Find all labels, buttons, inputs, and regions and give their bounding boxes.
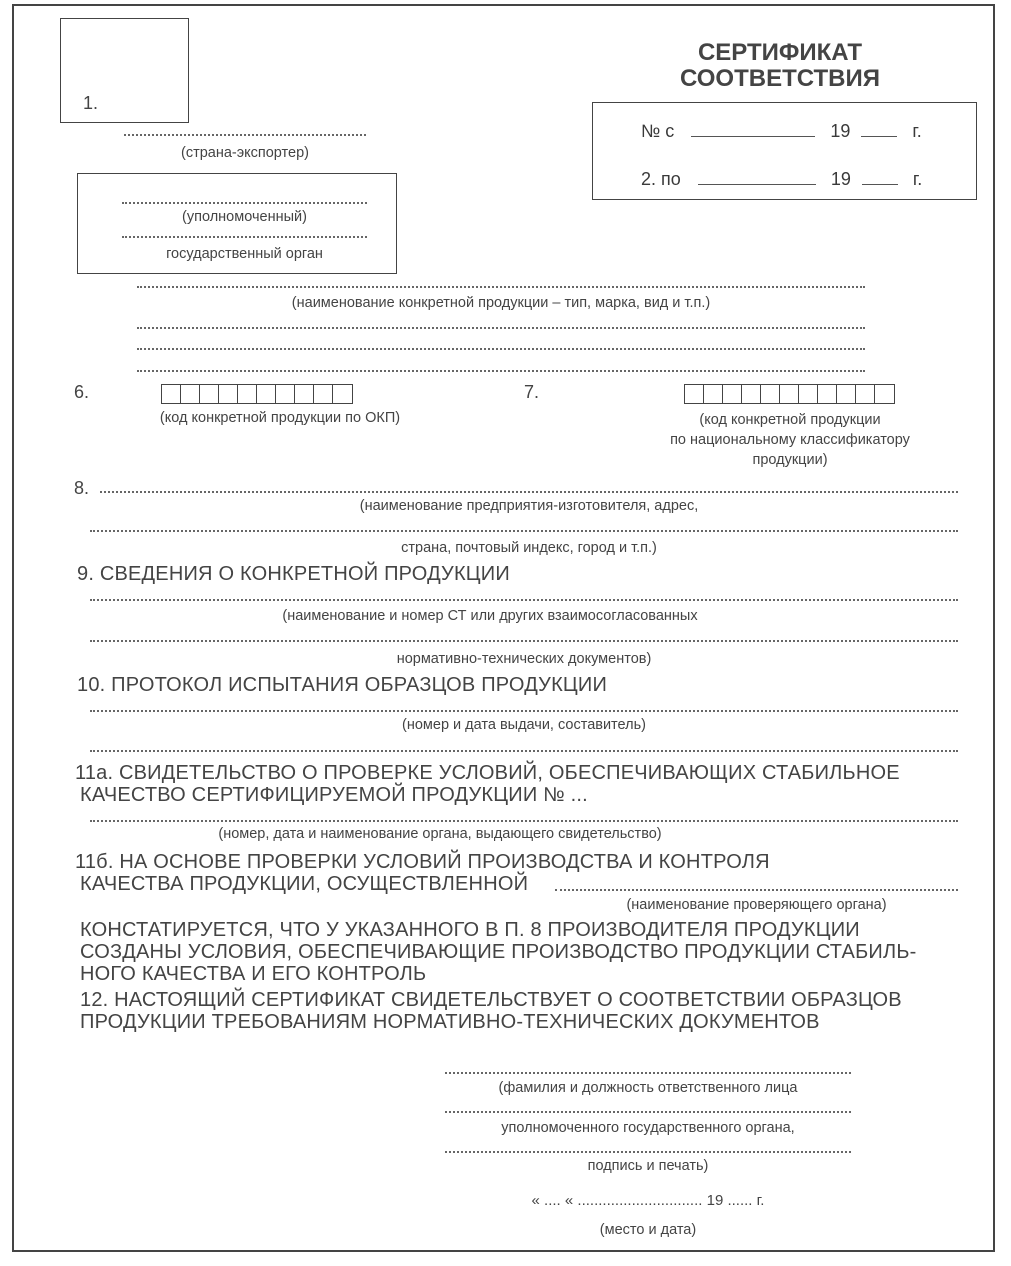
signature-caption-1: (фамилия и должность ответственного лица — [498, 1080, 798, 1096]
section11b-dots — [555, 889, 958, 891]
section9-caption-2: нормативно-технических документов) — [396, 651, 652, 667]
authority-caption-1: (уполномоченный) — [182, 209, 307, 225]
field7-caption-3: продукции) — [752, 452, 828, 468]
section10-dots-2 — [90, 750, 958, 752]
cert-number-year: 19 — [830, 121, 851, 141]
product-dots-4 — [137, 370, 865, 372]
section11b-line1: 11б. НА ОСНОВЕ ПРОВЕРКИ УСЛОВИЙ ПРОИЗВОДСТВА И КОНТРОЛЯ — [75, 851, 770, 873]
field7-caption-2: по национальному классификатору — [670, 432, 910, 448]
product-dots-1 — [137, 286, 865, 288]
cert-number-suffix: г. — [912, 121, 922, 141]
validity-label: 2. по — [641, 169, 681, 189]
field8-number: 8. — [74, 478, 90, 498]
section10-heading: 10. ПРОТОКОЛ ИСПЫТАНИЯ ОБРАЗЦОВ ПРОДУКЦИИ — [77, 674, 608, 696]
validity-row — [641, 169, 922, 190]
field8-dots-1 — [100, 491, 958, 493]
title-line2: СООТВЕТСТВИЯ — [680, 65, 880, 92]
validity-line — [698, 170, 816, 185]
title-line1: СЕРТИФИКАТ — [697, 39, 863, 66]
section9-caption-1: (наименование и номер СТ или других взаимосогласованных — [282, 608, 698, 624]
cert-number-box — [592, 102, 977, 200]
signature-dots-1 — [445, 1072, 851, 1074]
date-line: « .... « .............................. 19 ...... г. — [531, 1192, 765, 1209]
photo-box — [60, 18, 189, 123]
signature-caption-3: подпись и печать) — [587, 1158, 709, 1174]
statement-line2: СОЗДАНЫ УСЛОВИЯ, ОБЕСПЕЧИВАЮЩИЕ ПРОИЗВОДСТВО ПРОДУКЦИИ СТАБИЛЬ- — [80, 941, 917, 963]
section9-dots-2 — [90, 640, 958, 642]
cert-number-line — [691, 122, 815, 137]
okp-code-cells[interactable] — [161, 384, 353, 404]
date-caption: (место и дата) — [599, 1222, 697, 1238]
authority-dots-1 — [122, 202, 367, 204]
national-code-cells[interactable] — [684, 384, 895, 404]
section11b-caption: (наименование проверяющего органа) — [626, 897, 887, 913]
section12-line1: 12. НАСТОЯЩИЙ СЕРТИФИКАТ СВИДЕТЕЛЬСТВУЕТ О СООТВЕТСТВИИ ОБРАЗЦОВ — [80, 989, 902, 1011]
field6-number: 6. — [74, 382, 90, 402]
signature-caption-2: уполномоченного государственного органа, — [501, 1120, 795, 1136]
section11b-line2: КАЧЕСТВА ПРОДУКЦИИ, ОСУЩЕСТВЛЕННОЙ — [80, 873, 529, 895]
field7-number: 7. — [524, 382, 540, 402]
section9-dots-1 — [90, 599, 958, 601]
section11a-dots — [90, 820, 958, 822]
section11a-line2: КАЧЕСТВО СЕРТИФИЦИРУЕМОЙ ПРОДУКЦИИ № ... — [80, 784, 588, 806]
authority-caption-2: государственный орган — [166, 246, 323, 262]
section12-line2: ПРОДУКЦИИ ТРЕБОВАНИЯМ НОРМАТИВНО-ТЕХНИЧЕСКИХ ДОКУМЕНТОВ — [80, 1011, 820, 1033]
authority-dots-2 — [122, 236, 367, 238]
product-caption: (наименование конкретной продукции – тип, марка, вид и т.п.) — [291, 295, 711, 311]
signature-dots-3 — [445, 1151, 851, 1153]
field6-caption: (код конкретной продукции по ОКП) — [159, 410, 401, 426]
country-caption: (страна-экспортер) — [180, 145, 309, 161]
section11a-caption: (номер, дата и наименование органа, выдающего свидетельство) — [218, 826, 662, 842]
validity-year-line — [862, 170, 898, 185]
cert-year-line — [861, 122, 897, 137]
country-dots — [124, 134, 366, 136]
cert-number-label: № с — [641, 121, 675, 141]
field8-dots-2 — [90, 530, 958, 532]
product-dots-3 — [137, 348, 865, 350]
section11a-line1: 11а. СВИДЕТЕЛЬСТВО О ПРОВЕРКЕ УСЛОВИЙ, ОБЕСПЕЧИВАЮЩИХ СТАБИЛЬНОЕ — [75, 762, 900, 784]
statement-line1: КОНСТАТИРУЕТСЯ, ЧТО У УКАЗАННОГО В П. 8 ПРОИЗВОДИТЕЛЯ ПРОДУКЦИИ — [80, 919, 860, 941]
statement-line3: НОГО КАЧЕСТВА И ЕГО КОНТРОЛЬ — [80, 963, 427, 985]
validity-suffix: г. — [912, 169, 923, 189]
validity-year: 19 — [830, 169, 851, 189]
field7-caption-1: (код конкретной продукции — [699, 412, 881, 428]
product-dots-2 — [137, 327, 865, 329]
section10-dots-1 — [90, 710, 958, 712]
signature-dots-2 — [445, 1111, 851, 1113]
field8-caption-2: страна, почтовый индекс, город и т.п.) — [401, 540, 657, 556]
field7-caption — [620, 410, 960, 470]
field1-number: 1. — [83, 93, 99, 113]
cert-number-row — [641, 121, 922, 142]
section9-heading: 9. СВЕДЕНИЯ О КОНКРЕТНОЙ ПРОДУКЦИИ — [77, 563, 510, 585]
certificate-title — [650, 40, 910, 92]
section10-caption: (номер и дата выдачи, составитель) — [402, 717, 646, 733]
field8-caption-1: (наименование предприятия-изготовителя, адрес, — [359, 498, 699, 514]
